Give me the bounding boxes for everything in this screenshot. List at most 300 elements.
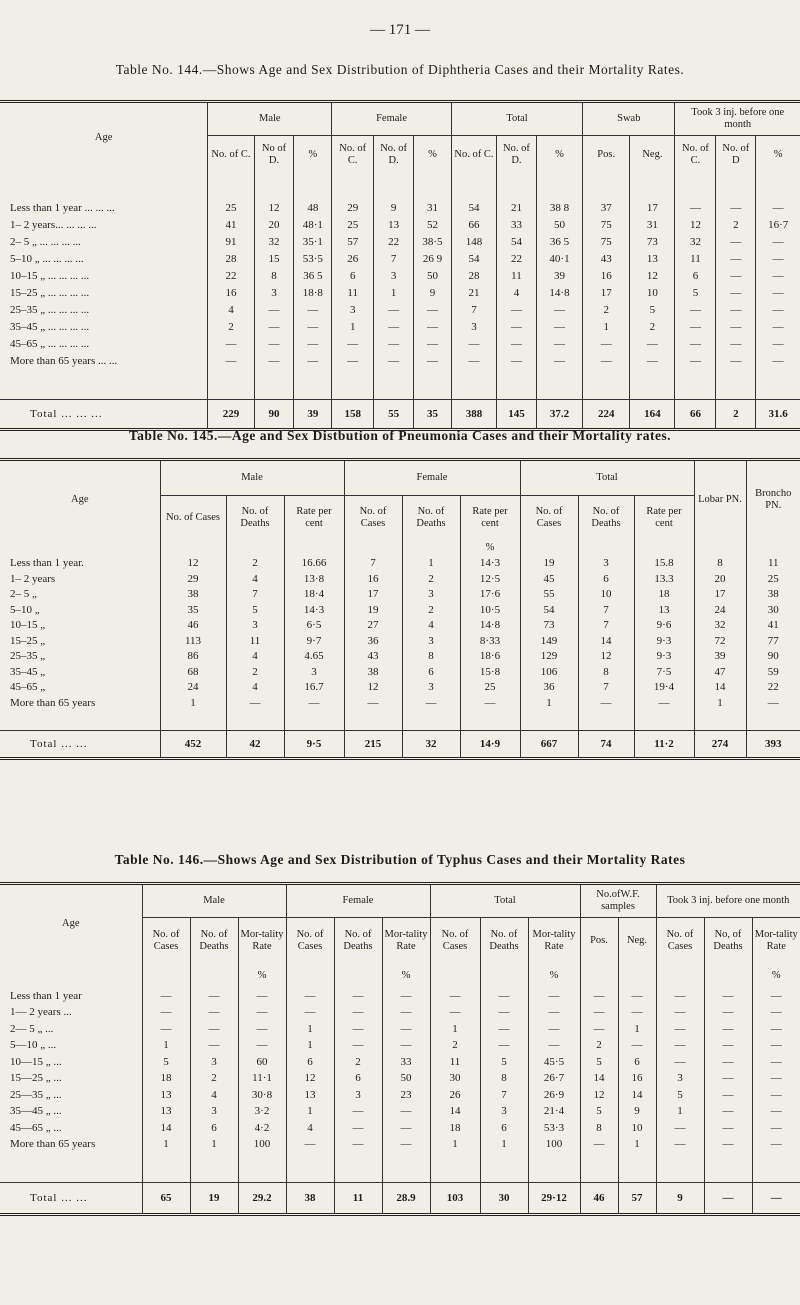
table-cell: 43	[344, 649, 402, 665]
table-cell: —	[704, 1087, 752, 1104]
table-cell: —	[704, 1120, 752, 1137]
table-cell: 1	[142, 1136, 190, 1153]
table-cell: 10	[630, 285, 675, 302]
total-cell: 42	[226, 731, 284, 759]
spacer-cell	[580, 1153, 618, 1183]
spacer-cell	[374, 174, 414, 200]
spacer-cell	[460, 711, 520, 731]
table-cell: 149	[520, 633, 578, 649]
spacer-cell	[254, 174, 294, 200]
total-cell: 9·5	[284, 731, 344, 759]
table-cell: 45	[520, 571, 578, 587]
group-header-swab: Swab	[583, 102, 675, 136]
table-cell: —	[382, 1120, 430, 1137]
table-cell: 11	[746, 556, 800, 572]
table-cell: 27	[344, 618, 402, 634]
sub-header-0: No. of C.	[208, 136, 254, 174]
table-cell: —	[382, 988, 430, 1005]
table-cell: 26	[332, 251, 374, 268]
group-header-male: Male	[160, 460, 344, 496]
table-cell: 13	[630, 251, 675, 268]
table-cell: 12	[675, 217, 716, 234]
table-cell: —	[402, 695, 460, 711]
total-cell: 9	[656, 1183, 704, 1215]
table-row	[0, 618, 800, 634]
table-cell: 52	[414, 217, 452, 234]
table-cell: —	[480, 1021, 528, 1038]
table-cell: 1	[160, 695, 226, 711]
table-cell: —	[414, 336, 452, 353]
table-cell: 54	[451, 251, 496, 268]
table-cell: —	[704, 988, 752, 1005]
row-label: 2– 5 „ ... ... ... ...	[10, 236, 81, 248]
spacer-cell	[536, 174, 582, 200]
sub-header-3: No. of C.	[332, 136, 374, 174]
table-cell: —	[580, 988, 618, 1005]
table-cell: 29	[332, 200, 374, 217]
table-cell: 32	[675, 234, 716, 251]
table-cell: 18·8	[294, 285, 332, 302]
table-cell: —	[752, 1070, 800, 1087]
table-cell: 43	[583, 251, 630, 268]
table-cell: 14	[578, 633, 634, 649]
table-body	[0, 174, 800, 430]
table-cell: 129	[520, 649, 578, 665]
table-cell: 91	[208, 234, 254, 251]
table-cell: 60	[238, 1054, 286, 1071]
table-cell: 13	[634, 602, 694, 618]
sub-header-13: %	[756, 136, 800, 174]
table-cell: 13	[374, 217, 414, 234]
table-cell: 12·5	[460, 571, 520, 587]
table-cell: 7	[578, 680, 634, 696]
table-cell: 3	[190, 1103, 238, 1120]
table-cell: —	[451, 353, 496, 370]
group-header-female: Female	[332, 102, 452, 136]
table-cell: 2	[402, 571, 460, 587]
table-cell: —	[756, 285, 800, 302]
group-header-inj: Took 3 inj. before one month	[675, 102, 800, 136]
total-cell: 74	[578, 731, 634, 759]
total-cell: 452	[160, 731, 226, 759]
spacer-cell	[656, 1153, 704, 1183]
table-cell: 72	[694, 633, 746, 649]
table-cell: 24	[694, 602, 746, 618]
row-label: 1— 2 years ...	[10, 1006, 72, 1019]
spacer-cell	[334, 1153, 382, 1183]
table-cell: 8	[578, 664, 634, 680]
spacer-cell	[694, 711, 746, 731]
spacer-cell	[451, 174, 496, 200]
table-cell: 13	[286, 1087, 334, 1104]
spacer-cell	[675, 370, 716, 400]
table-cell: —	[536, 353, 582, 370]
table-cell: 14·3	[460, 556, 520, 572]
table-cell: 2	[716, 217, 756, 234]
table-cell: —	[374, 353, 414, 370]
table-cell: 22	[374, 234, 414, 251]
group-header-female: Female	[286, 884, 430, 918]
table-cell: —	[382, 1021, 430, 1038]
table-cell: —	[528, 1021, 580, 1038]
total-cell: 32	[402, 731, 460, 759]
percent-cell	[618, 964, 656, 988]
spacer-cell	[630, 174, 675, 200]
table-cell: 36 5	[294, 268, 332, 285]
total-label: Total ... ...	[0, 731, 160, 759]
percent-cell	[284, 540, 344, 556]
row-label: 2— 5 „ ...	[10, 1022, 54, 1035]
table-cell: —	[430, 988, 480, 1005]
table-cell: 40·1	[536, 251, 582, 268]
table-cell: 11	[430, 1054, 480, 1071]
sub-header-11: No. of Cases	[656, 918, 704, 964]
table-cell: 10	[618, 1120, 656, 1137]
row-label: 5–10 „	[10, 603, 40, 616]
table-cell: 33	[497, 217, 537, 234]
row-label: 15–25 „	[10, 634, 46, 647]
table-cell: 15	[254, 251, 294, 268]
spacer-row	[0, 711, 800, 731]
table-cell: 28	[208, 251, 254, 268]
spacer-cell	[630, 370, 675, 400]
spacer-cell	[332, 174, 374, 200]
total-label: Total ... ... ...	[0, 400, 208, 430]
table-cell: 106	[520, 664, 578, 680]
table-cell: 19·4	[634, 680, 694, 696]
table-cell: 54	[520, 602, 578, 618]
row-label: 35–45 „ ... ... ... ...	[10, 321, 90, 333]
table-cell: 16	[344, 571, 402, 587]
sub-header-7: No. of Deaths	[578, 496, 634, 540]
table-cell: —	[536, 319, 582, 336]
percent-cell	[746, 540, 800, 556]
row-label: 35—45 „ ...	[10, 1105, 62, 1118]
spacer-cell	[414, 174, 452, 200]
table-row	[0, 1087, 800, 1104]
table-cell: —	[497, 302, 537, 319]
row-label: 10–15 „ ... ... ... ...	[10, 270, 90, 282]
spacer-cell	[752, 1153, 800, 1183]
table-cell: —	[334, 1103, 382, 1120]
table-cell: 100	[238, 1136, 286, 1153]
table-cell: —	[190, 1037, 238, 1054]
table-cell: 4	[497, 285, 537, 302]
percent-cell	[226, 540, 284, 556]
table-row	[0, 695, 800, 711]
spacer-cell	[160, 711, 226, 731]
table-cell: —	[675, 200, 716, 217]
sub-header-0: No. of Cases	[160, 496, 226, 540]
table-cell: —	[374, 319, 414, 336]
sub-header-8: Rate per cent	[634, 496, 694, 540]
percent-cell	[694, 540, 746, 556]
table-cell: 3	[480, 1103, 528, 1120]
table-row	[0, 200, 800, 217]
table-cell: 5	[580, 1054, 618, 1071]
table-cell: 100	[528, 1136, 580, 1153]
table-cell: 21·4	[528, 1103, 580, 1120]
table-cell: 9·6	[634, 618, 694, 634]
table-cell: 37	[583, 200, 630, 217]
percent-cell: %	[528, 964, 580, 988]
table-cell: 7	[480, 1087, 528, 1104]
table-cell: 7	[451, 302, 496, 319]
table-cell: 26·7	[528, 1070, 580, 1087]
table-cell: 48	[294, 200, 332, 217]
total-cell: 55	[374, 400, 414, 430]
table-cell: 22	[497, 251, 537, 268]
total-cell: —	[752, 1183, 800, 1215]
spacer-cell	[716, 370, 756, 400]
spacer-cell	[226, 711, 284, 731]
table-cell: —	[756, 251, 800, 268]
table-cell: —	[142, 988, 190, 1005]
table-cell: 28	[451, 268, 496, 285]
table-cell: —	[334, 988, 382, 1005]
table-cell: —	[497, 353, 537, 370]
table-cell: 3	[332, 302, 374, 319]
percent-cell	[480, 964, 528, 988]
spacer-cell	[414, 370, 452, 400]
sub-header-0: No. of Cases	[142, 918, 190, 964]
spacer-cell	[497, 174, 537, 200]
percent-cell	[402, 540, 460, 556]
table-cell: 39	[536, 268, 582, 285]
table-cell: 24	[160, 680, 226, 696]
table-cell: —	[752, 1021, 800, 1038]
table-row	[0, 649, 800, 665]
table-146-title	[0, 852, 800, 868]
table-cell: 17	[344, 587, 402, 603]
sub-header-6: No. of Cases	[430, 918, 480, 964]
table-cell: 5	[580, 1103, 618, 1120]
table-cell: 14·3	[284, 602, 344, 618]
table-cell: 48·1	[294, 217, 332, 234]
table-cell: 9·3	[634, 633, 694, 649]
table-145-title-text: Table No. 145.—Age and Sex Distbution of Pneumonia Cases and their Mortality rates.	[128, 428, 672, 443]
table-cell: —	[716, 285, 756, 302]
percent-cell: %	[238, 964, 286, 988]
page-number: — 171 —	[370, 22, 430, 38]
spacer-cell	[497, 370, 537, 400]
table-cell: —	[752, 1087, 800, 1104]
table-cell: 2	[580, 1037, 618, 1054]
table-cell: 1	[694, 695, 746, 711]
table-cell: —	[286, 1004, 334, 1021]
table-cell: 3	[578, 556, 634, 572]
table-cell: —	[756, 302, 800, 319]
total-cell: 38	[286, 1183, 334, 1215]
percent-cell	[344, 540, 402, 556]
row-label: More than 65 years ... ...	[10, 355, 118, 367]
table-cell: 3	[226, 618, 284, 634]
table-cell: —	[675, 336, 716, 353]
table-cell: 73	[520, 618, 578, 634]
row-label: 25–35 „ ... ... ... ...	[10, 304, 90, 316]
spacer-cell	[294, 174, 332, 200]
table-cell: 17	[694, 587, 746, 603]
table-cell: 25	[208, 200, 254, 217]
table-cell: —	[334, 1120, 382, 1137]
table-cell: —	[704, 1054, 752, 1071]
table-cell: 3	[656, 1070, 704, 1087]
table-cell: —	[752, 1037, 800, 1054]
table-cell: 4	[190, 1087, 238, 1104]
table-cell: 2	[190, 1070, 238, 1087]
total-cell: 31.6	[756, 400, 800, 430]
spacer-cell	[583, 174, 630, 200]
table-cell: 77	[746, 633, 800, 649]
table-cell: —	[382, 1037, 430, 1054]
table-cell: —	[536, 302, 582, 319]
table-cell: 30	[430, 1070, 480, 1087]
table-cell: —	[716, 302, 756, 319]
table-cell: —	[704, 1021, 752, 1038]
table-cell: —	[294, 353, 332, 370]
table-cell: —	[254, 302, 294, 319]
table-row	[0, 602, 800, 618]
table-cell: 2	[334, 1054, 382, 1071]
table-cell: 9	[618, 1103, 656, 1120]
table-cell: 1	[430, 1136, 480, 1153]
sub-header-4: No. of Deaths	[402, 496, 460, 540]
table-cell: 14	[580, 1070, 618, 1087]
row-label: 15—25 „ ...	[10, 1072, 62, 1085]
spacer-cell	[756, 370, 800, 400]
table-cell: 36 5	[536, 234, 582, 251]
table-row	[0, 680, 800, 696]
sub-header-12: No. of D	[716, 136, 756, 174]
spacer-cell	[142, 1153, 190, 1183]
total-cell: 90	[254, 400, 294, 430]
table-row	[0, 251, 800, 268]
table-cell: 1	[583, 319, 630, 336]
row-label: 45–65 „ ... ... ... ...	[10, 338, 90, 350]
table-cell: 2	[630, 319, 675, 336]
table-cell: 73	[630, 234, 675, 251]
table-cell: —	[294, 319, 332, 336]
table-cell: 2	[208, 319, 254, 336]
spacer-cell	[618, 1153, 656, 1183]
table-cell: 4	[226, 649, 284, 665]
table-cell: 1	[430, 1021, 480, 1038]
table-cell: 33	[382, 1054, 430, 1071]
row-label: 25—35 „ ...	[10, 1088, 62, 1101]
table-cell: 29	[160, 571, 226, 587]
table-cell: 9	[374, 200, 414, 217]
table-cell: 3	[402, 587, 460, 603]
spacer-cell	[286, 1153, 334, 1183]
table-cell: —	[460, 695, 520, 711]
total-row	[0, 1183, 800, 1215]
table-cell: —	[630, 336, 675, 353]
table-cell: 12	[344, 680, 402, 696]
spacer-cell	[0, 370, 208, 400]
total-cell: 2	[716, 400, 756, 430]
table-cell: 6	[402, 664, 460, 680]
group-header-total: Total	[520, 460, 694, 496]
table-cell: 148	[451, 234, 496, 251]
sub-header-1: No. of Deaths	[226, 496, 284, 540]
table-row	[0, 217, 800, 234]
table-cell: 15.8	[634, 556, 694, 572]
table-row	[0, 633, 800, 649]
table-row	[0, 1136, 800, 1153]
table-cell: —	[746, 695, 800, 711]
table-cell: —	[497, 319, 537, 336]
table-cell: 2	[430, 1037, 480, 1054]
total-cell: 103	[430, 1183, 480, 1215]
age-header: Age	[94, 132, 113, 144]
sub-header-5: %	[414, 136, 452, 174]
table-cell: —	[752, 1054, 800, 1071]
spacer-cell	[344, 711, 402, 731]
group-header-inj: Took 3 inj. before one month	[656, 884, 800, 918]
total-cell: 393	[746, 731, 800, 759]
table-cell: 4	[226, 680, 284, 696]
table-cell: —	[583, 336, 630, 353]
table-cell: —	[656, 1136, 704, 1153]
table-cell: 6	[332, 268, 374, 285]
table-cell: 75	[583, 217, 630, 234]
table-cell: —	[716, 319, 756, 336]
table-cell: —	[374, 336, 414, 353]
percent-cell	[634, 540, 694, 556]
percent-cell	[0, 964, 142, 988]
table-cell: 113	[160, 633, 226, 649]
table-cell: 16·7	[756, 217, 800, 234]
spacer-cell	[0, 711, 160, 731]
total-cell: 667	[520, 731, 578, 759]
table-cell: 66	[451, 217, 496, 234]
total-cell: 39	[294, 400, 332, 430]
total-cell: 30	[480, 1183, 528, 1215]
table-cell: —	[704, 1070, 752, 1087]
table-cell: —	[634, 695, 694, 711]
table-cell: 20	[694, 571, 746, 587]
sub-header-2: Mor-tality Rate	[238, 918, 286, 964]
spacer-cell	[332, 370, 374, 400]
spacer-cell	[675, 174, 716, 200]
table-cell: 9	[414, 285, 452, 302]
table-cell: 9·7	[284, 633, 344, 649]
row-label: 25–35 „	[10, 650, 46, 663]
table-cell: 54	[497, 234, 537, 251]
table-cell: 16.66	[284, 556, 344, 572]
percent-row	[0, 964, 800, 988]
table-cell: 26	[430, 1087, 480, 1104]
table-cell: 36	[520, 680, 578, 696]
table-cell: —	[752, 1136, 800, 1153]
table-cell: 1	[402, 556, 460, 572]
table-cell: 53·3	[528, 1120, 580, 1137]
table-cell: 3	[374, 268, 414, 285]
total-cell: 14·9	[460, 731, 520, 759]
table-cell: 21	[497, 200, 537, 217]
table-cell: 38	[746, 587, 800, 603]
table-cell: 14	[142, 1120, 190, 1137]
row-label: Less than 1 year.	[10, 557, 84, 570]
table-cell: —	[756, 319, 800, 336]
table-cell: 14·8	[536, 285, 582, 302]
table-cell: 50	[382, 1070, 430, 1087]
spacer-row	[0, 1153, 800, 1183]
total-cell: 158	[332, 400, 374, 430]
table-cell: 38	[160, 587, 226, 603]
percent-cell	[0, 540, 160, 556]
table-cell: —	[334, 1021, 382, 1038]
